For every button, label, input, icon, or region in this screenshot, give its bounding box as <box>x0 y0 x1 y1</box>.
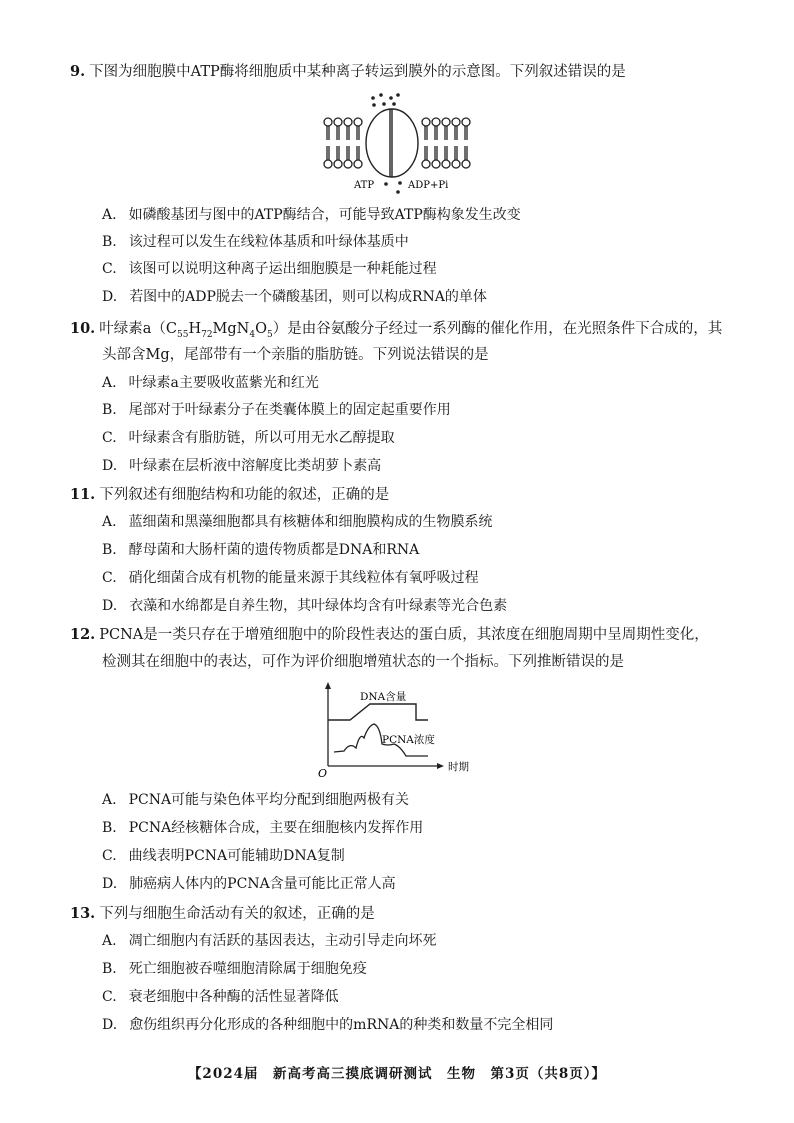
question-text: 下列与细胞生命活动有关的叙述，正确的是 <box>99 906 375 922</box>
question-number: 13. <box>70 905 96 922</box>
x-axis-label: 时期 <box>448 761 469 773</box>
option-letter: B. <box>102 542 117 558</box>
option-text: 衣藻和水绵都是自养生物，其叶绿体均含有叶绿素等光合色素 <box>129 598 508 614</box>
option-text: 死亡细胞被吞噬细胞清除属于细胞免疫 <box>128 961 367 977</box>
q9-option-a[interactable] <box>102 202 521 228</box>
ion-dots-outside <box>371 93 400 107</box>
option-text: 该图可以说明这种离子运出细胞膜是一种耗能过程 <box>128 261 437 277</box>
option-letter: B. <box>102 961 117 977</box>
stem-text: MgN <box>212 321 250 337</box>
q12-option-c[interactable] <box>102 843 345 869</box>
q11-option-b[interactable] <box>102 537 419 563</box>
option-text: 叶绿素含有脂肪链，所以可用无水乙醇提取 <box>128 430 395 446</box>
option-letter: C. <box>102 848 117 864</box>
option-letter: D. <box>102 458 118 474</box>
origin-label: O <box>318 767 328 780</box>
q10-option-b[interactable] <box>102 397 451 423</box>
option-text: 若图中的ADP脱去一个磷酸基团，则可以构成RNA的单体 <box>129 289 487 305</box>
question-12-stem-line2: 检测其在细胞中的表达，可作为评价细胞增殖状态的一个指标。下列推断错误的是 <box>102 654 624 670</box>
stem-text: H <box>188 321 202 337</box>
question-number: 9. <box>70 63 86 80</box>
q9-option-b[interactable] <box>102 229 409 255</box>
option-text: 硝化细菌合成有机物的能量来源于其线粒体有氧呼吸过程 <box>128 570 479 586</box>
question-number: 12. <box>70 626 96 643</box>
ion-dots-inside <box>384 181 402 194</box>
q12-option-a[interactable] <box>102 787 409 813</box>
option-letter: C. <box>102 261 117 277</box>
q11-option-d[interactable] <box>102 593 507 619</box>
option-letter: C. <box>102 989 117 1005</box>
stem-text: 叶绿素a（C <box>99 321 177 337</box>
q11-option-c[interactable] <box>102 565 479 591</box>
option-text: 酵母菌和大肠杆菌的遗传物质都是DNA和RNA <box>128 542 420 558</box>
q13-option-d[interactable] <box>102 1012 553 1038</box>
subscript: 55 <box>176 329 189 340</box>
q13-option-a[interactable] <box>102 928 437 954</box>
q12-option-b[interactable] <box>102 815 423 841</box>
question-9-stem <box>70 58 626 86</box>
option-text: 尾部对于叶绿素分子在类囊体膜上的固定起重要作用 <box>128 402 451 418</box>
question-number: 11. <box>70 486 96 503</box>
option-text: 肺癌病人体内的PCNA含量可能比正常人高 <box>129 876 396 892</box>
option-letter: A. <box>102 207 117 223</box>
q10-option-a[interactable] <box>102 370 319 396</box>
question-10-stem <box>70 315 722 343</box>
option-text: 叶绿素在层析液中溶解度比类胡萝卜素高 <box>129 458 382 474</box>
option-text: 蓝细菌和黑藻细胞都具有核糖体和细胞膜构成的生物膜系统 <box>128 514 493 530</box>
q13-option-c[interactable] <box>102 984 339 1010</box>
q13-option-b[interactable] <box>102 956 367 982</box>
stem-text: ）是由谷氨酸分子经过一系列酶的催化作用，在光照条件下合成的，其 <box>272 321 723 337</box>
pcna-concentration-label: PCNA浓度 <box>382 734 435 746</box>
option-text: 衰老细胞中各种酶的活性显著降低 <box>128 989 339 1005</box>
dna-content-label: DNA含量 <box>360 691 407 703</box>
q10-option-d[interactable] <box>102 453 381 479</box>
option-letter: D. <box>102 876 118 892</box>
subscript: 4 <box>249 329 256 340</box>
question-13-stem <box>70 900 375 928</box>
atpase-membrane-figure <box>318 88 478 200</box>
pcna-dna-graph <box>312 682 482 784</box>
option-letter: C. <box>102 430 117 446</box>
dna-content-curve <box>328 704 428 720</box>
option-letter: D. <box>102 1017 118 1033</box>
option-text: 该过程可以发生在线粒体基质和叶绿体基质中 <box>128 234 409 250</box>
option-text: PCNA可能与染色体平均分配到细胞两极有关 <box>128 792 410 808</box>
option-letter: B. <box>102 234 117 250</box>
question-10-stem-line2: 头部含Mg，尾部带有一个亲脂的脂肪链。下列说法错误的是 <box>102 347 489 363</box>
question-number: 10. <box>70 320 96 337</box>
option-text: 凋亡细胞内有活跃的基因表达，主动引导走向坏死 <box>128 933 437 949</box>
q9-option-c[interactable] <box>102 256 437 282</box>
stem-text: O <box>255 321 267 337</box>
question-text: 下图为细胞膜中ATP酶将细胞质中某种离子转运到膜外的示意图。下列叙述错误的是 <box>89 64 626 80</box>
q9-option-d[interactable] <box>102 284 487 310</box>
option-text: 曲线表明PCNA可能辅助DNA复制 <box>128 848 345 864</box>
adp-pi-label: ADP+Pi <box>408 180 449 191</box>
option-letter: A. <box>102 792 117 808</box>
option-letter: C. <box>102 570 117 586</box>
option-letter: D. <box>102 289 118 305</box>
option-text: 愈伤组织再分化形成的各种细胞中的mRNA的种类和数量不完全相同 <box>129 1017 554 1033</box>
option-letter: A. <box>102 933 117 949</box>
question-11-stem <box>70 481 389 509</box>
q11-option-a[interactable] <box>102 509 493 535</box>
option-text: 如磷酸基团与图中的ATP酶结合，可能导致ATP酶构象发生改变 <box>128 207 521 223</box>
question-12-stem <box>70 621 709 649</box>
option-letter: B. <box>102 402 117 418</box>
page-footer: 【2024届 新高考高三摸底调研测试 生物 第3页（共8页）】 <box>187 1066 607 1082</box>
option-letter: A. <box>102 514 117 530</box>
option-letter: D. <box>102 598 118 614</box>
question-text: PCNA是一类只存在于增殖细胞中的阶段性表达的蛋白质，其浓度在细胞周期中呈周期性变化， <box>99 627 709 643</box>
option-text: PCNA经核糖体合成，主要在细胞核内发挥作用 <box>128 820 424 836</box>
q12-option-d[interactable] <box>102 871 396 897</box>
subscript: 5 <box>267 329 273 340</box>
option-letter: B. <box>102 820 117 836</box>
atpase-protein <box>366 109 418 177</box>
q10-option-c[interactable] <box>102 425 395 451</box>
option-text: 叶绿素a主要吸收蓝紫光和红光 <box>128 375 319 391</box>
subscript: 72 <box>201 329 213 340</box>
question-text: 下列叙述有细胞结构和功能的叙述，正确的是 <box>99 487 390 503</box>
option-letter: A. <box>102 375 117 391</box>
atp-label: ATP <box>354 180 375 191</box>
